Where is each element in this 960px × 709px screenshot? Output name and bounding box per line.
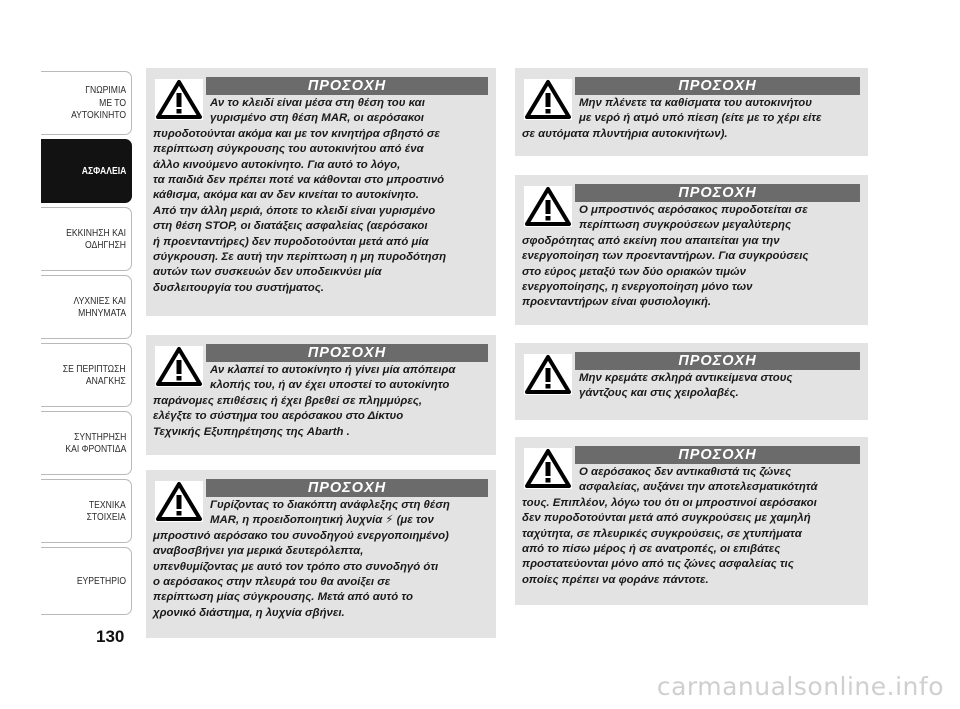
sidebar-item-label: ΛΥΧΝΙΕΣ ΚΑΙ ΜΗΝΥΜΑΤΑ [73,294,126,319]
sidebar-item-warning-lights[interactable] [41,275,132,339]
panel-header: ΠΡΟΣΟΧΗ [206,344,488,362]
warning-panel-theft [146,335,496,455]
sidebar-item-label: ΑΣΦΑΛΕΙΑ [81,164,126,177]
sidebar-item-emergency[interactable] [41,343,132,407]
panel-header: ΠΡΟΣΟΧΗ [206,479,488,497]
panel-text: Ο μπροστινός αερόσακος πυροδοτείται σε περίπτωση συγκρούσεων μεγαλύτερης σφοδρότητας από εκείνη που απαιτείται για την ενεργοποίηση των προενταντήρων. Για συγκρούσεις στο εύρος μεταξύ των δύο οριακών τιμών ενεργοποίησης, η ενεργοποίηση μόνο των προενταντήρων είναι φυσιολογική. [522,204,809,309]
panel-text: Αν το κλειδί είναι μέσα στη θέση του και γυρισμένο στη θέση MAR, οι αερόσακοι πυροδοτούνται ακόμα και με τον κινητήρα σβηστό σε περίπτωση σύγκρουσης του αυτοκινήτου από ένα άλλο κινούμενο αυτοκίνητο. Για αυτό το λόγο, τα παιδιά δεν πρέπει ποτέ να κάθονται στο μπροστινό κάθισμα, ακόμα και αν δεν κινείται το αυτοκίνητο. Από την άλλη μεριά, όποτε το κλειδί είναι γυρισμένο στη θέση STOP, οι διατάξεις ασφαλείας (αερόσακοι ή προενταντήρες) δεν πυροδοτούνται μετά από μία σύγκρουση. Σε αυτή την περίπτωση η μη πυροδότηση αυτών των συσκευών δεν υποδεικνύει μία δυσλειτουργία του συστήματος. [153,97,447,294]
sidebar-item-getting-to-know[interactable] [41,71,132,135]
warning-panel-seat-washing [515,68,868,156]
panel-header: ΠΡΟΣΟΧΗ [575,184,860,202]
sidebar-item-safety[interactable] [41,139,132,203]
watermark: carmanualsonline.info [656,672,944,701]
panel-header: ΠΡΟΣΟΧΗ [575,446,860,464]
sidebar-item-label: ΕΥΡΕΤΗΡΙΟ [76,574,126,587]
panel-text: Γυρίζοντας το διακόπτη ανάφλεξης στη θέση MAR, η προειδοποιητική λυχνία ⚡ (με τον μπροστινό αερόσακο του συνοδηγού ενεργοποιημένο) αναβοσβήνει για μερικά δευτερόλεπτα, υπενθυμίζοντας με αυτό τον τρόπο στο συνοδηγό ότι ο αερόσακος στην πλευρά του θα ανοίξει σε περίπτωση μίας σύγκρουσης. Μετά από αυτό το χρονικό διάστημα, η λυχνία σβήνει. [153,499,450,619]
page-number: 130 [96,627,125,646]
panel-header: ΠΡΟΣΟΧΗ [575,77,860,95]
panel-header: ΠΡΟΣΟΧΗ [206,77,488,95]
panel-text: Μην κρεμάτε σκληρά αντικείμενα στους γάντζους και στις χειρολαβές. [579,372,793,400]
sidebar-item-label: ΣΕ ΠΕΡΙΠΤΩΣΗ ΑΝΑΓΚΗΣ [63,362,126,387]
sidebar-item-starting-driving[interactable] [41,207,132,271]
panel-text: Ο αερόσακος δεν αντικαθιστά τις ζώνες ασφαλείας, αυξάνει την αποτελεσματικότητά τους. Επιπλέον, λόγω του ότι οι μπροστινοί αερόσακοι δεν πυροδοτούνται μετά από συγκρούσεις με χαμηλή ταχύτητα, σε πλευρικές συγκρούσεις, σε χτυπήματα από το πίσω μέρος ή σε ανατροπές, οι επιβάτες προστατεύονται μόνο από τις ζώνες ασφαλείας τις οποίες πρέπει να φοράνε πάντοτε. [522,466,818,586]
warning-panel-front-airbag [515,175,868,325]
warning-panel-seatbelts [515,437,868,605]
panel-text: Αν κλαπεί το αυτοκίνητο ή γίνει μία απόπειρα κλοπής του, ή αν έχει υποστεί το αυτοκίνητο παράνομες επιθέσεις ή έχει βρεθεί σε πλημμύρες, ελέγξτε το σύστημα του αερόσακου στο Δίκτυο Τεχνικής Εξυπηρέτησης της Abarth . [153,364,456,438]
sidebar-item-maintenance[interactable] [41,411,132,475]
sidebar-item-label: ΓΝΩΡΙΜΙΑ ΜΕ ΤΟ ΑΥΤΟΚΙΝΗΤΟ [70,84,126,122]
warning-panel-ignition-lamp [146,470,496,638]
sidebar-item-label: ΣΥΝΤΗΡΗΣΗ ΚΑΙ ΦΡΟΝΤΙΔΑ [65,430,126,455]
sidebar-item-technical-specs[interactable] [41,479,132,543]
sidebar-item-label: ΕΚΚΙΝΗΣΗ ΚΑΙ ΟΔΗΓΗΣΗ [66,226,126,251]
warning-panel-airbag-key [146,68,496,316]
panel-text: Μην πλένετε τα καθίσματα του αυτοκινήτου με νερό ή ατμό υπό πίεση (είτε με το χέρι είτε σε αυτόματα πλυντήρια αυτοκινήτων). [522,97,822,140]
sidebar-item-label: ΤΕΧΝΙΚΑ ΣΤΟΙΧΕΙΑ [86,498,126,523]
sidebar-item-index[interactable] [41,547,132,615]
warning-panel-hooks [515,343,868,420]
panel-header: ΠΡΟΣΟΧΗ [575,352,860,370]
